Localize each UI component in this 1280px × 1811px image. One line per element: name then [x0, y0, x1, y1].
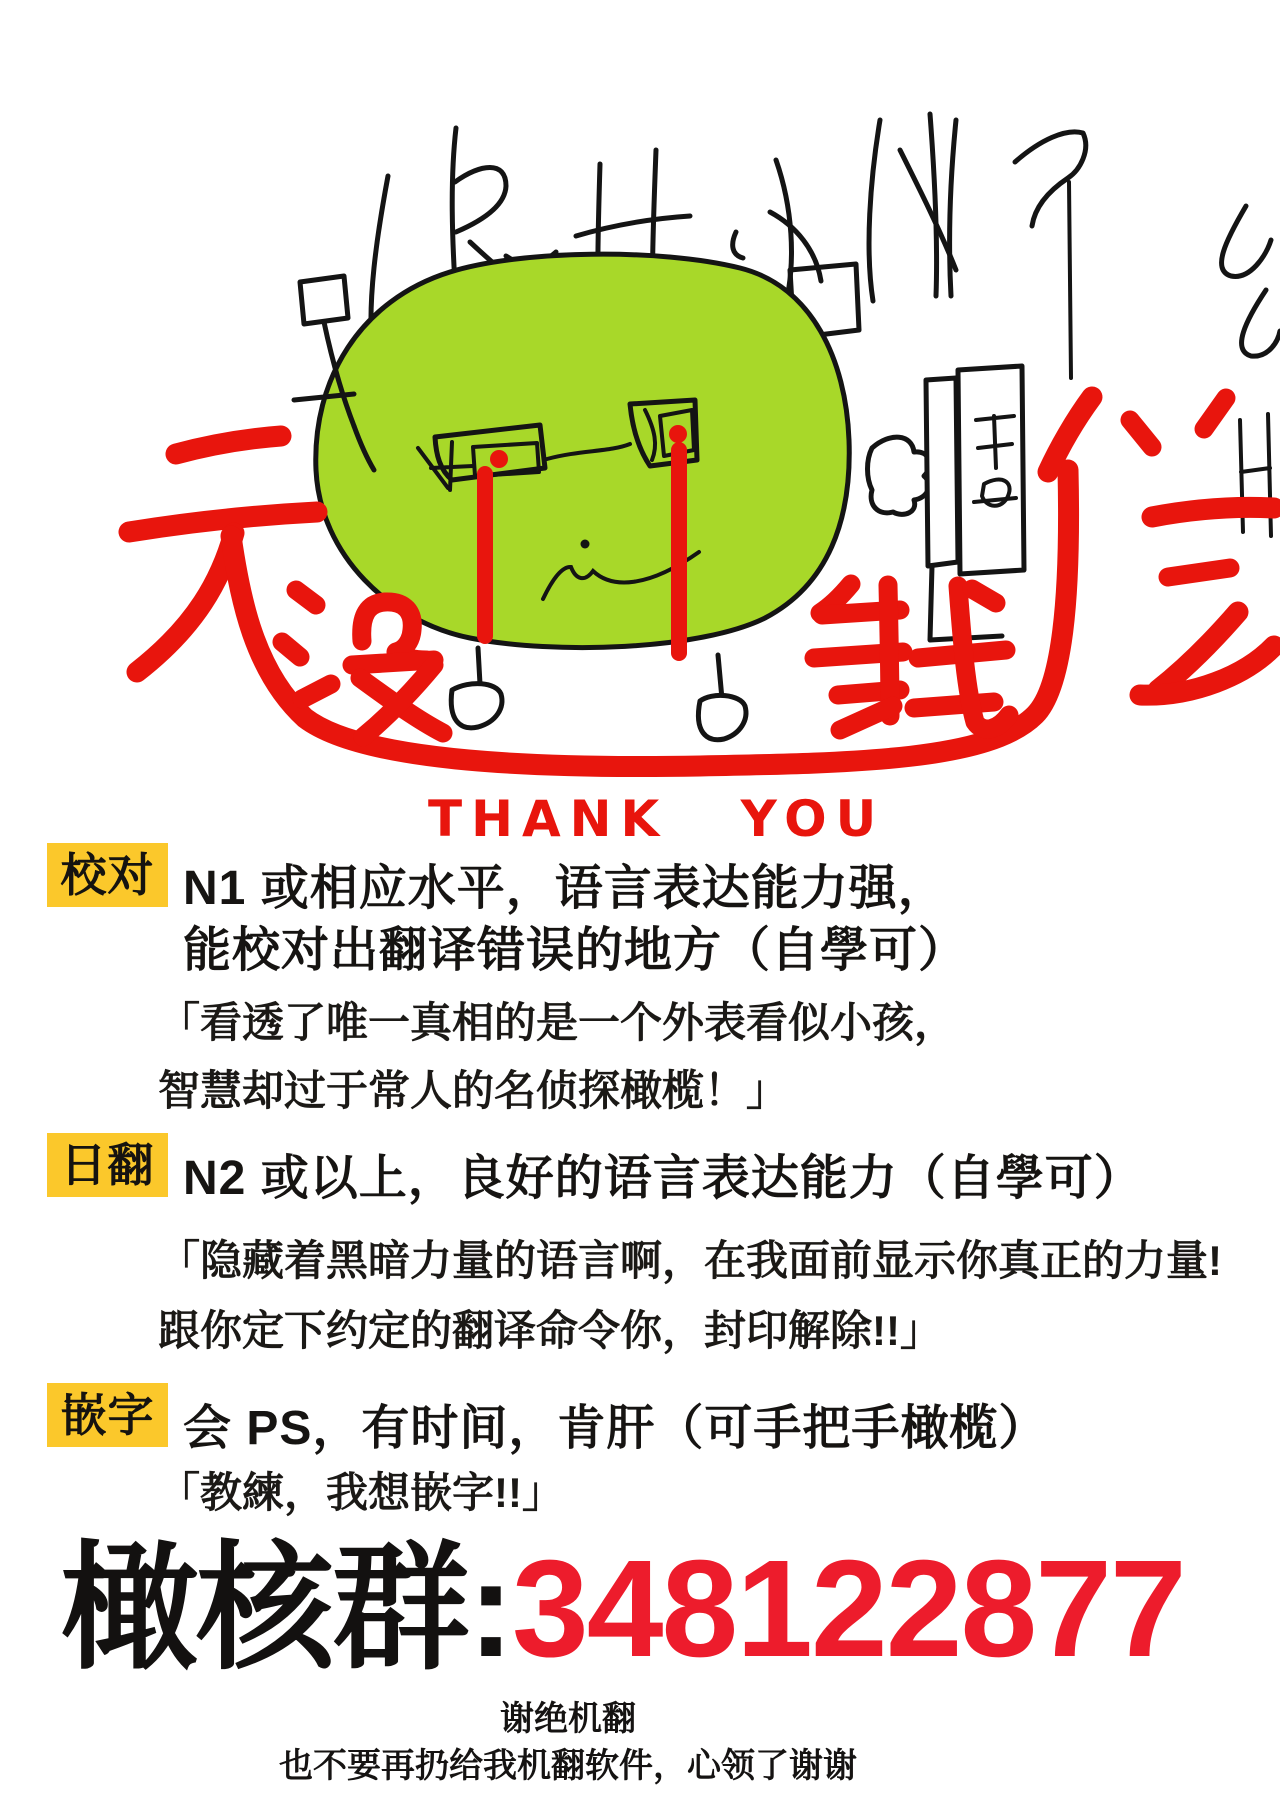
thank-you-text: THANK YOU — [428, 790, 886, 848]
translator-quote-line2: 跟你定下约定的翻译命令你，封印解除!!」 — [158, 1307, 942, 1354]
footer-note — [279, 1696, 857, 1790]
proofread-requirement-line1: N1 或相应水平，语言表达能力强， — [183, 862, 947, 915]
proofread-quote-line2: 智慧却过于常人的名侦探橄榄！」 — [158, 1067, 789, 1114]
qq-group-line — [60, 1534, 1185, 1686]
typesetter-requirement-line1: 会 PS，有时间，肯肝（可手把手橄榄） — [183, 1402, 1048, 1455]
section-label-typesetter: 嵌字 — [47, 1383, 168, 1447]
section-label-proofread: 校对 — [47, 843, 168, 907]
right-pupil — [669, 425, 687, 443]
legs — [451, 648, 746, 740]
proofread-quote-line1: 「看透了唯一真相的是一个外表看似小孩， — [158, 999, 957, 1046]
translator-quote-line1: 「隐藏着黑暗力量的语言啊，在我面前显示你真正的力量! — [158, 1237, 1222, 1284]
section-label-translator: 日翻 — [47, 1133, 168, 1197]
qq-group-label: 橄核群: — [60, 1532, 512, 1686]
left-pupil — [490, 450, 508, 468]
red-char-qian — [814, 584, 1009, 730]
footer-line-2: 也不要再扔给我机翻软件，心领了谢谢 — [279, 1747, 857, 1785]
doodle-header — [0, 0, 1280, 860]
typesetter-quote-line1: 「教練，我想嵌字!!」 — [158, 1469, 564, 1516]
proofread-requirement-line2: 能校对出翻译错误的地方（自學可） — [183, 924, 968, 977]
footer-line-1: 谢绝机翻 — [500, 1700, 636, 1738]
translator-requirement-line1: N2 或以上，良好的语言表达能力（自學可） — [183, 1152, 1143, 1205]
qq-group-number: 348122877 — [511, 1532, 1185, 1686]
